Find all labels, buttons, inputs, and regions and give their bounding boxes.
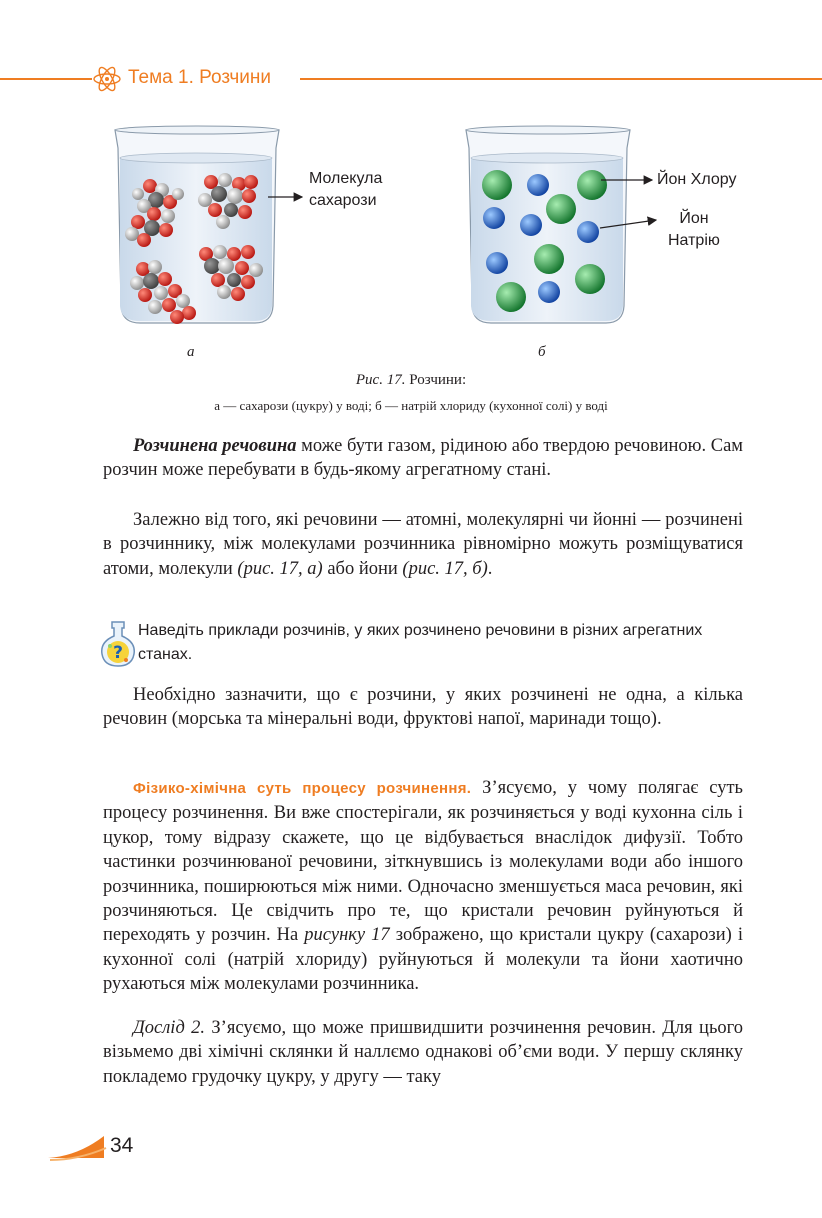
page-swoosh-icon [48, 1134, 108, 1164]
figure-caption-detail: а — сахарози (цукру) у воді; б — натрій хлориду (кухонної солі) у воді [214, 398, 608, 413]
paragraph-particles: Залежно від того, які речовини — атомні, молекулярні чи йонні — розчинені в розчиннику, між молекулами розчинника рівномірно можуть розміщуватися атоми, молекули (рис. 17, а) або йони (рис. 17, б). [103, 510, 743, 579]
label-chlorine-ion: Йон Хлору [657, 171, 737, 188]
page-number: 34 [110, 1134, 134, 1157]
paragraph-multiple-solutes: Необхідно зазначити, що є розчини, у яких розчинені не одна, а кілька речовин (морська та мінеральні води, фруктові напої, маринади тощо). [103, 685, 743, 730]
question-flask-icon [98, 620, 138, 668]
header-rule-left [0, 78, 92, 80]
paragraph-experiment-2: Дослід 2. З’ясуємо, що може пришвидшити розчинення речовин. Для цього візьмемо дві хімічні склянки й наллємо однакові об’єми води. У першу склянку покладемо грудочку цукру, у другу — таку [103, 1018, 744, 1087]
sublabel-b: б [538, 344, 546, 360]
section-heading: Фізико-хімічна суть процесу розчинення. [133, 780, 472, 797]
paragraph-dissolution-process: Фізико-хімічна суть процесу розчинення. З’ясуємо, у чому полягає суть процесу розчинення. Ви вже спостерігали, як розчиняється у воді кухонна сіль і цукор, тому відразу скажете, що це відбувається внаслідок дифузії. Тобто частинки розчинюваної речовини, зіткнувшись із молекулами води або іншого розчинника, поширюються між ними. Одночасно зменшується маса речовин, які розчиняються. Це свідчить про те, що кристали речовин руйнуються й переходять у розчин. На рисунку 17 зображено, що кристали цукру (сахарози) і кухонної солі (натрій хлориду) руйнуються й молекули та йони хаотично рухаються між молекулами розчинника. [103, 778, 743, 995]
chapter-header [0, 64, 822, 94]
atom-icon [92, 64, 122, 94]
question-note [98, 616, 758, 670]
question-text: Наведіть приклади розчинів, у яких розчинено речовини в різних агрегатних станах. [138, 622, 703, 663]
label-sucrose: Молекула сахарози [309, 170, 383, 209]
figure-caption-title: Рис. 17. Розчини: [355, 372, 467, 388]
header-rule-right [300, 78, 822, 80]
paragraph-dissolved-substance: Розчинена речовина може бути газом, рідиною або твердою речовиною. Сам розчин може перебувати в будь-якому агрегатному стані. [103, 436, 744, 481]
sublabel-a: а [187, 344, 195, 360]
page-footer [48, 1132, 168, 1166]
svg-text:?: ? [113, 643, 123, 663]
label-sodium-ion: Йон Натрію [668, 210, 720, 249]
chapter-title: Тема 1. Розчини [128, 67, 272, 88]
